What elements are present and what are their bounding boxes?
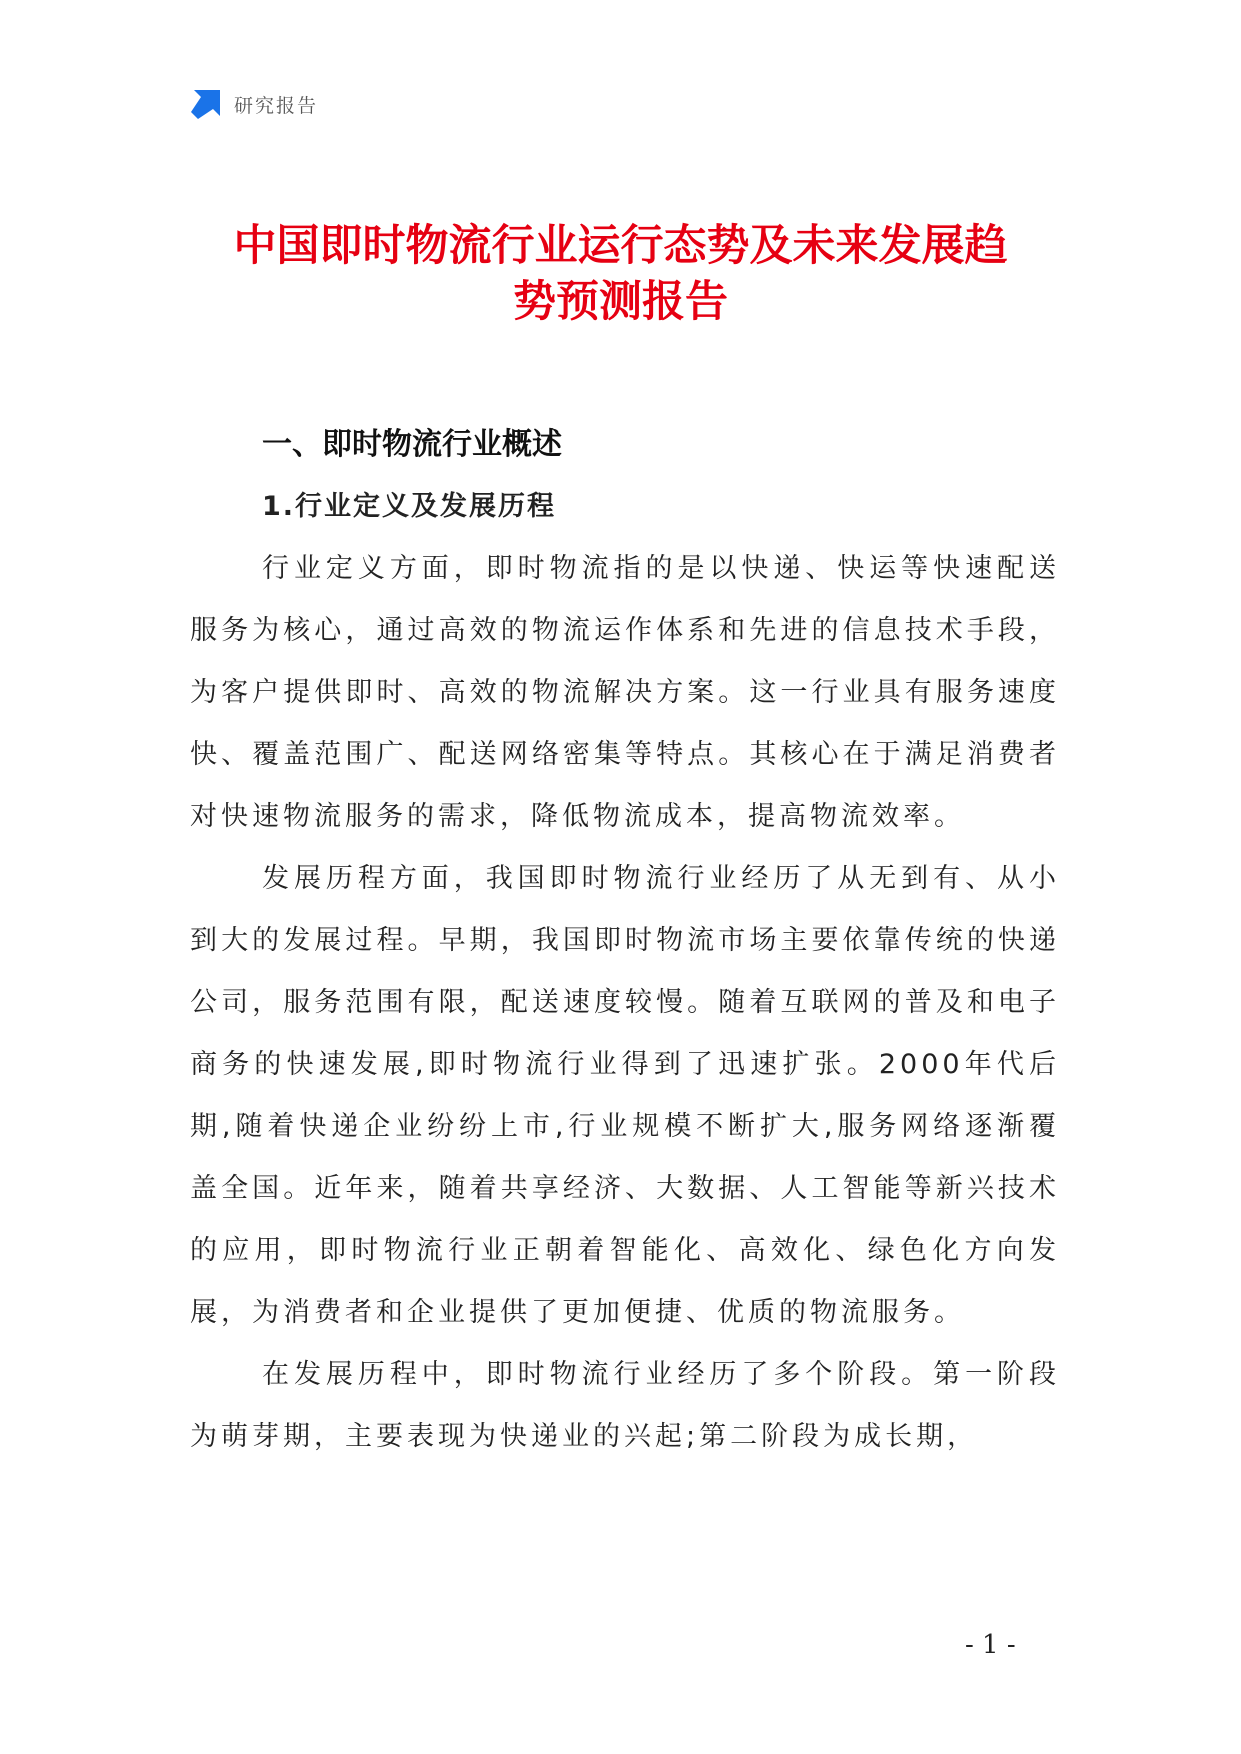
title-line-1: 中国即时物流行业运行态势及未来发展趋 [233,221,1008,271]
paragraph-stages: 在发展历程中，即时物流行业经历了多个阶段。第一阶段为萌芽期，主要表现为快递业的兴起;第二阶段为成长期， [190,1359,1060,1452]
subsection-heading: 1.行业定义及发展历程 [262,491,557,522]
report-header [190,88,318,120]
section-heading: 一、即时物流行业概述 [262,427,562,462]
document-body [190,414,1060,1468]
document-title [150,218,1091,330]
arrow-logo-icon [190,88,222,120]
header-label: 研究报告 [234,94,319,117]
paragraph-definition: 行业定义方面，即时物流指的是以快递、快运等快速配送服务为核心，通过高效的物流运作体系和先进的信息技术手段，为客户提供即时、高效的物流解决方案。这一行业具有服务速度快、覆盖范围广、配送网络密集等特点。其核心在于满足消费者对快速物流服务的需求，降低物流成本，提高物流效率。 [190,553,1060,832]
title-line-2: 势预测报告 [513,277,728,327]
page-number: - 1 - [965,1630,1016,1660]
paragraph-history: 发展历程方面，我国即时物流行业经历了从无到有、从小到大的发展过程。早期，我国即时物流市场主要依靠传统的快递公司，服务范围有限，配送速度较慢。随着互联网的普及和电子商务的快速发展,即时物流行业得到了迅速扩张。2000年代后期,随着快递企业纷纷上市,行业规模不断扩大,服务网络逐渐覆盖全国。近年来，随着共享经济、大数据、人工智能等新兴技术的应用，即时物流行业正朝着智能化、高效化、绿色化方向发展，为消费者和企业提供了更加便捷、优质的物流服务。 [190,863,1060,1328]
